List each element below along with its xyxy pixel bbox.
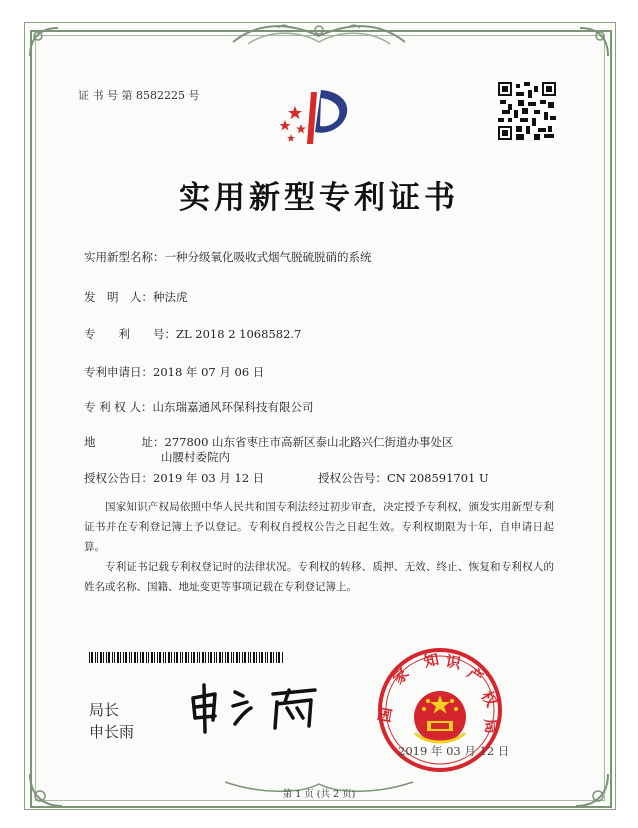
top-ornament-icon xyxy=(228,20,410,50)
signatory-name: 申长雨 xyxy=(89,723,135,741)
certificate-title: 实用新型专利证书 xyxy=(179,180,459,216)
page-number: 第 1 页 (共 2 页) xyxy=(282,789,356,800)
address-row xyxy=(84,434,454,450)
application-date-label: 专利申请日： xyxy=(84,365,153,379)
inventor-row xyxy=(84,289,188,305)
patent-number-label: 专 利 号： xyxy=(84,327,176,341)
svg-text:权: 权 xyxy=(477,688,501,711)
utility-model-name-value: 一种分级氧化吸收式烟气脱硫脱硝的系统 xyxy=(164,250,372,264)
application-date-value: 2018 年 07 月 06 日 xyxy=(153,365,265,379)
svg-text:产: 产 xyxy=(463,663,487,687)
seal-date: 2019 年 03 月 12 日 xyxy=(398,744,510,758)
grant-number-label: 授权公告号： xyxy=(318,471,387,485)
patentee-label: 专 利 权 人： xyxy=(84,400,153,414)
corner-ornament-icon xyxy=(26,24,62,60)
barcode-icon xyxy=(89,652,285,663)
grant-date-value: 2019 年 03 月 12 日 xyxy=(153,471,265,485)
inventor-value: 种法虎 xyxy=(153,290,188,304)
grant-number-row xyxy=(318,470,489,486)
corner-ornament-icon xyxy=(576,24,612,60)
utility-model-name-row xyxy=(84,249,372,265)
qr-code-icon xyxy=(498,82,556,140)
application-date-row xyxy=(84,364,264,380)
grant-number-value: CN 208591701 U xyxy=(387,471,489,485)
certificate-number: 证 书 号 第 8582225 号 xyxy=(78,89,200,102)
address-value-line1: 277800 山东省枣庄市高新区泰山北路兴仁街道办事处区 xyxy=(164,435,454,449)
svg-text:识: 识 xyxy=(444,652,463,673)
utility-model-name-label: 实用新型名称： xyxy=(84,250,165,264)
grant-date-label: 授权公告日： xyxy=(84,471,153,485)
handwritten-signature-icon xyxy=(185,680,335,735)
patent-office-emblem-icon xyxy=(273,80,357,150)
legal-paragraph-1: 国家知识产权局依照中华人民共和国专利法经过初步审查，决定授予专利权，颁发实用新型专利证书并在专利登记簿上予以登记。专利权自授权公告之日起生效。专利权期限为十年，自申请日起算。 xyxy=(84,501,554,553)
patentee-value: 山东瑞嘉通风环保科技有限公司 xyxy=(152,400,314,414)
address-label: 地 址： xyxy=(84,435,165,449)
patent-number-value: ZL 2018 2 1068582.7 xyxy=(176,327,302,341)
svg-text:国: 国 xyxy=(375,705,396,724)
svg-text:知: 知 xyxy=(422,650,441,671)
legal-paragraph-2: 专利证书记载专利权登记时的法律状况。专利权的转移、质押、无效、终止、恢复和专利权人的姓名或名称、国籍、地址变更等事项记载在专利登记簿上。 xyxy=(84,561,554,593)
patent-number-row xyxy=(84,326,301,342)
patentee-row xyxy=(84,399,313,415)
inventor-label: 发 明 人： xyxy=(84,290,153,304)
svg-text:局: 局 xyxy=(481,717,501,735)
address-value-line2: 山腰村委院内 xyxy=(161,450,230,464)
svg-text:家: 家 xyxy=(389,664,413,688)
signatory-title: 局长 xyxy=(89,701,120,719)
grant-date-row xyxy=(84,470,264,486)
